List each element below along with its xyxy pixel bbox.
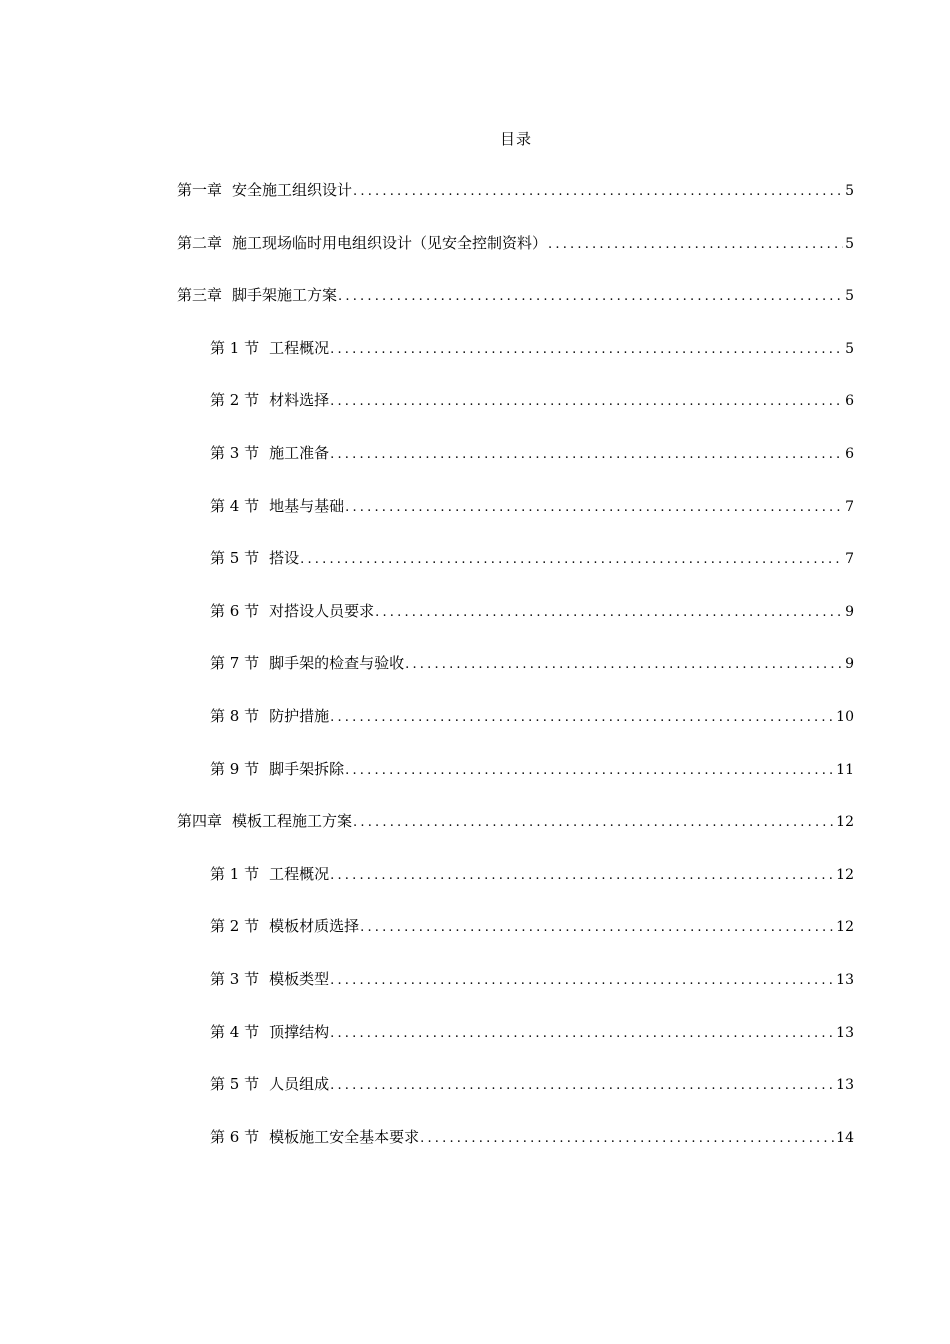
entry-title: 安全施工组织设计 <box>232 181 353 199</box>
dot-leader <box>420 1130 834 1148</box>
entry-number: 第 4 节 <box>210 1022 260 1041</box>
dot-leader <box>330 393 843 411</box>
entry-title: 工程概况 <box>269 338 330 357</box>
toc-entry-section[interactable] <box>177 654 854 707</box>
entry-page-number: 9 <box>845 603 854 620</box>
toc-entry-section[interactable] <box>177 760 854 813</box>
entry-page-number: 5 <box>845 340 854 357</box>
dot-leader <box>405 656 843 674</box>
entry-page-number: 12 <box>836 919 854 936</box>
entry-title: 工程概况 <box>269 864 330 883</box>
entry-title: 防护措施 <box>269 706 330 725</box>
dot-leader <box>330 1077 834 1095</box>
entry-number: 第 7 节 <box>210 654 260 673</box>
toc-entry-section[interactable] <box>177 339 854 392</box>
table-of-contents <box>177 181 854 1180</box>
dot-leader <box>330 341 843 359</box>
entry-number: 第 6 节 <box>210 601 260 620</box>
entry-number: 第 4 节 <box>210 496 260 515</box>
entry-title: 地基与基础 <box>269 496 345 515</box>
toc-entry-section[interactable] <box>177 1075 854 1128</box>
entry-number: 第二章 <box>177 233 223 252</box>
toc-entry-chapter-3[interactable] <box>177 286 854 339</box>
entry-page-number: 13 <box>836 1077 854 1094</box>
entry-title: 脚手架拆除 <box>269 759 345 778</box>
entry-page-number: 5 <box>845 183 854 199</box>
entry-number: 第一章 <box>177 181 223 199</box>
entry-number: 第 9 节 <box>210 759 260 778</box>
toc-entry-section[interactable] <box>177 549 854 602</box>
toc-entry-chapter-2[interactable] <box>177 234 854 287</box>
toc-entry-section[interactable] <box>177 970 854 1023</box>
entry-title: 模板工程施工方案 <box>232 812 353 831</box>
toc-entry-section[interactable] <box>177 865 854 918</box>
toc-entry-section[interactable] <box>177 391 854 444</box>
dot-leader <box>300 551 843 569</box>
entry-title: 脚手架的检查与验收 <box>269 654 405 673</box>
dot-leader <box>330 446 843 464</box>
entry-page-number: 13 <box>836 1024 854 1041</box>
entry-number: 第 1 节 <box>210 338 260 357</box>
toc-entry-section[interactable] <box>177 1128 854 1181</box>
entry-page-number: 12 <box>836 814 854 831</box>
dot-leader <box>330 972 834 990</box>
toc-entry-chapter-4[interactable] <box>177 812 854 865</box>
entry-page-number: 12 <box>836 866 854 883</box>
entry-number: 第 8 节 <box>210 706 260 725</box>
dot-leader <box>375 604 843 622</box>
entry-number: 第 2 节 <box>210 917 260 936</box>
toc-entry-section[interactable] <box>177 917 854 970</box>
entry-title: 材料选择 <box>269 391 330 410</box>
dot-leader <box>345 762 834 780</box>
entry-title: 脚手架施工方案 <box>232 286 338 305</box>
entry-number: 第 5 节 <box>210 1075 260 1094</box>
dot-leader <box>353 183 843 201</box>
entry-title: 顶撑结构 <box>269 1022 330 1041</box>
entry-page-number: 10 <box>836 708 854 725</box>
entry-title: 搭设 <box>269 549 300 568</box>
dot-leader <box>345 499 843 517</box>
toc-title: 目录 <box>499 130 532 148</box>
entry-page-number: 13 <box>836 971 854 988</box>
toc-entry-section[interactable] <box>177 497 854 550</box>
toc-entry-section[interactable] <box>177 602 854 655</box>
entry-title: 施工准备 <box>269 443 330 462</box>
entry-number: 第 5 节 <box>210 549 260 568</box>
entry-number: 第 6 节 <box>210 1127 260 1146</box>
entry-title: 对搭设人员要求 <box>269 601 375 620</box>
toc-entry-section[interactable] <box>177 444 854 497</box>
dot-leader <box>360 919 834 937</box>
entry-page-number: 5 <box>845 235 854 252</box>
entry-title: 模板施工安全基本要求 <box>269 1127 420 1146</box>
dot-leader <box>330 1025 834 1043</box>
entry-page-number: 11 <box>836 761 854 778</box>
dot-leader <box>353 814 834 832</box>
entry-title: 模板类型 <box>269 969 330 988</box>
entry-page-number: 14 <box>836 1129 854 1146</box>
entry-page-number: 7 <box>845 498 854 515</box>
entry-title: 模板材质选择 <box>269 917 360 936</box>
entry-number: 第 3 节 <box>210 443 260 462</box>
entry-title: 人员组成 <box>269 1075 330 1094</box>
entry-page-number: 7 <box>845 551 854 568</box>
entry-number: 第四章 <box>177 812 223 831</box>
entry-number: 第 3 节 <box>210 969 260 988</box>
entry-number: 第 1 节 <box>210 864 260 883</box>
entry-page-number: 6 <box>845 393 854 410</box>
toc-entry-chapter-1[interactable] <box>177 181 854 234</box>
entry-title: 施工现场临时用电组织设计（见安全控制资料） <box>232 233 548 252</box>
dot-leader <box>330 867 834 885</box>
entry-number: 第三章 <box>177 286 223 305</box>
entry-page-number: 5 <box>845 288 854 305</box>
entry-page-number: 6 <box>845 445 854 462</box>
entry-page-number: 9 <box>845 656 854 673</box>
entry-number: 第 2 节 <box>210 391 260 410</box>
dot-leader <box>338 288 843 306</box>
dot-leader <box>330 709 834 727</box>
toc-entry-section[interactable] <box>177 707 854 760</box>
toc-entry-section[interactable] <box>177 1023 854 1076</box>
dot-leader <box>548 236 843 254</box>
